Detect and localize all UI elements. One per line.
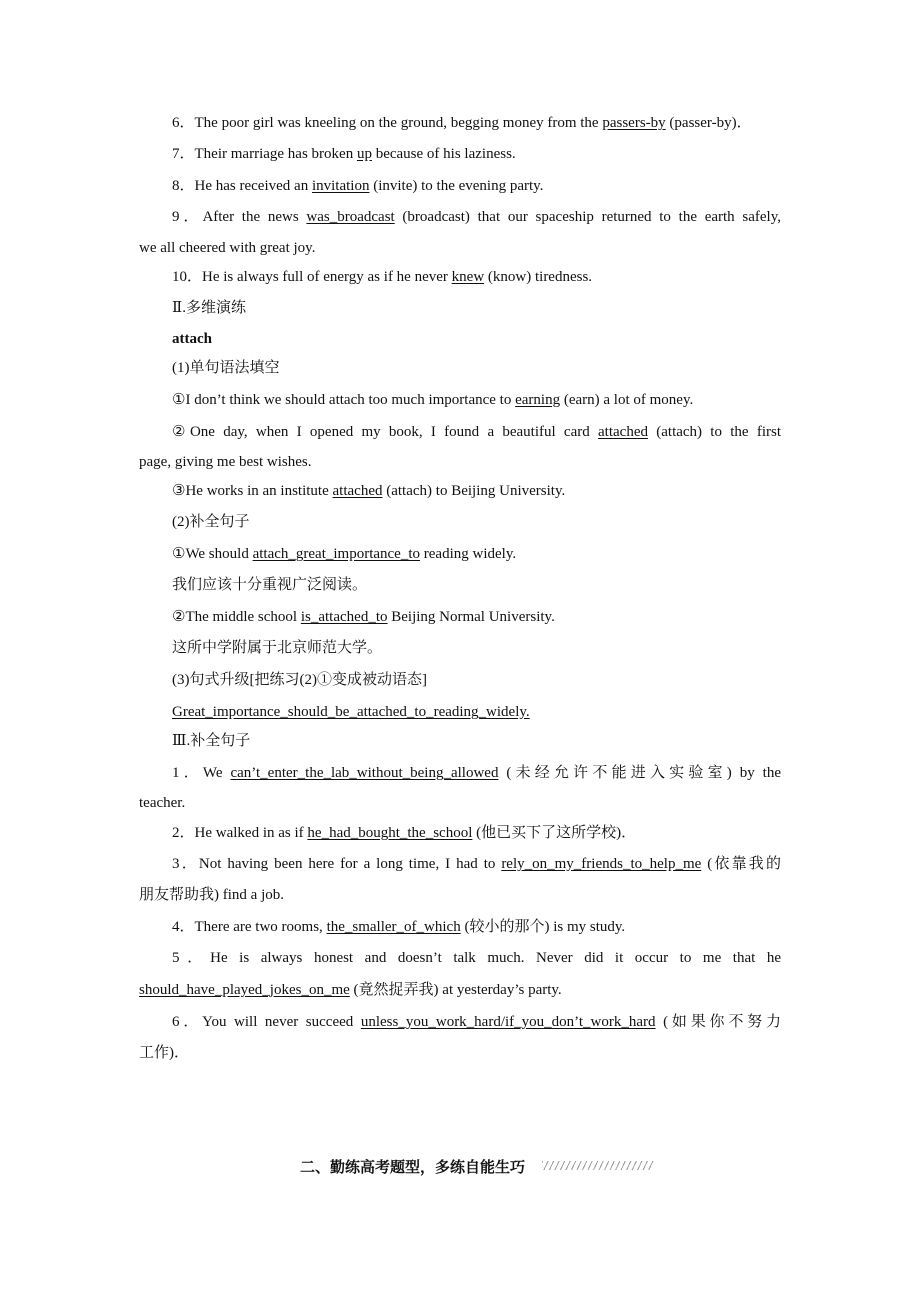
exercise-8 [172,176,543,196]
item-text: (earn) a lot of money. [560,392,694,408]
answer-blank: passers-by [602,115,666,131]
item-text: (know) tiredness. [484,269,593,285]
exercise-10 [172,267,592,287]
exercise-7 [172,144,516,164]
item-number: 5． [172,950,211,966]
item-number: 1． [172,765,203,781]
sentence-item-2 [172,823,636,843]
item-number: 4． [172,919,195,935]
answer-blank: invitation [311,178,370,194]
grammar-item-1 [172,390,693,410]
item-text: (invite) to the evening party. [369,178,544,194]
item-text: (attach) to Beijing University. [382,483,566,499]
item-number: 3． [172,856,199,872]
item-text: (未经允许不能进入实验室) by the [498,765,781,781]
grammar-item-2-continued: page, giving me best wishes. [139,454,312,470]
item-text: reading widely. [420,546,517,562]
item-number: 10． [172,269,203,285]
sentence-item-6 [172,1012,781,1032]
item-text: He has received an [194,178,312,194]
sentence-item-5-continued [139,980,562,1000]
answer-blank: attached [332,483,383,499]
item-text: ③He works in an institute [172,483,333,499]
item-text: (passer-by)． [665,115,752,131]
sentence-item-1 [172,763,781,783]
grammar-item-3 [172,481,565,501]
chinese-translation: 这所中学附属于北京师范大学。 [172,640,383,656]
answer-blank: should_have_played_jokes_on_me [139,982,350,998]
decorative-hatch [542,1161,654,1170]
item-number: 9． [172,209,203,225]
item-text: because of his laziness. [371,146,516,162]
item-text: Beijing Normal University. [387,609,555,625]
answer-blank: the_smaller_of_which [326,919,461,935]
vocabulary-word: attach [172,331,212,347]
sentence-item-5 [172,948,781,968]
subsection-title: (3)句式升级[把练习(2)①变成被动语态] [172,672,427,688]
item-text: There are two rooms, [194,919,327,935]
item-number: 6． [172,1014,203,1030]
item-text: ①I don’t think we should attach too much importance to [172,392,516,408]
answer-blank: is_attached_to [300,609,388,625]
item-text: Not having been here for a long time, I had to [198,856,502,872]
item-text: (依靠我的 [701,856,782,872]
subsection-title: (1)单句语法填空 [172,360,280,376]
item-text: (如果你不努力 [655,1014,781,1030]
item-text: The poor girl was kneeling on the ground, begging money from the [194,115,603,131]
item-text: ②The middle school [172,609,301,625]
complete-item-2 [172,607,555,627]
answer-blank: knew [451,269,485,285]
answer-blank: Great_importance_should_be_attached_to_reading_widely. [172,704,530,720]
item-text: After the news [202,209,307,225]
section-heading: Ⅲ.补全句子 [172,733,251,749]
item-text: You will never succeed [202,1014,361,1030]
item-text: ②One day, when I opened my book, I found a beautiful card [172,424,599,440]
answer-blank: can’t_enter_the_lab_without_being_allowed [230,765,499,781]
next-section-title: 二、勤练高考题型，多练自能生巧 [300,1158,526,1176]
exercise-6 [172,113,752,133]
item-text: (竟然捉弄我) at yesterday’s party. [349,982,562,998]
item-text: (较小的那个) is my study. [460,919,626,935]
sentence-item-3 [172,854,781,874]
sentence-item-4 [172,917,625,937]
item-text: He is always honest and doesn’t talk much. Never did it occur to me that he [210,950,781,966]
answer-blank: unless_you_work_hard/if_you_don’t_work_hard [360,1014,656,1030]
item-number: 7． [172,146,195,162]
item-text: ①We should [172,546,253,562]
item-text: He walked in as if [194,825,308,841]
item-number: 8． [172,178,195,194]
answer-blank: attached [598,424,648,440]
item-text: He is always full of energy as if he never [202,269,452,285]
sentence-item-3-continued: 朋友帮助我) find a job. [139,887,284,903]
answer-blank: earning [515,392,561,408]
answer-blank: was_broadcast [306,209,395,225]
item-number: 6． [172,115,195,131]
exercise-9-continued: we all cheered with great joy. [139,240,316,256]
chinese-translation: 我们应该十分重视广泛阅读。 [172,577,368,593]
grammar-item-2 [172,422,781,442]
complete-item-1 [172,544,516,564]
answer-blank: attach_great_importance_to [252,546,421,562]
answer-blank: he_had_bought_the_school [307,825,473,841]
sentence-item-1-continued: teacher. [139,795,186,811]
answer-blank: up [356,146,372,162]
item-number: 2． [172,825,195,841]
answer-blank: rely_on_my_friends_to_help_me [501,856,702,872]
item-text: We [202,765,231,781]
subsection-title: (2)补全句子 [172,514,250,530]
item-text: (他已买下了这所学校)． [472,825,637,841]
exercise-9 [172,207,781,227]
item-text: (broadcast) that our spaceship returned to the earth safely, [394,209,781,225]
item-text: Their marriage has broken [194,146,357,162]
item-text: (attach) to the first [647,424,781,440]
sentence-item-6-continued: 工作)． [139,1045,189,1061]
section-heading: Ⅱ.多维演练 [172,300,246,316]
